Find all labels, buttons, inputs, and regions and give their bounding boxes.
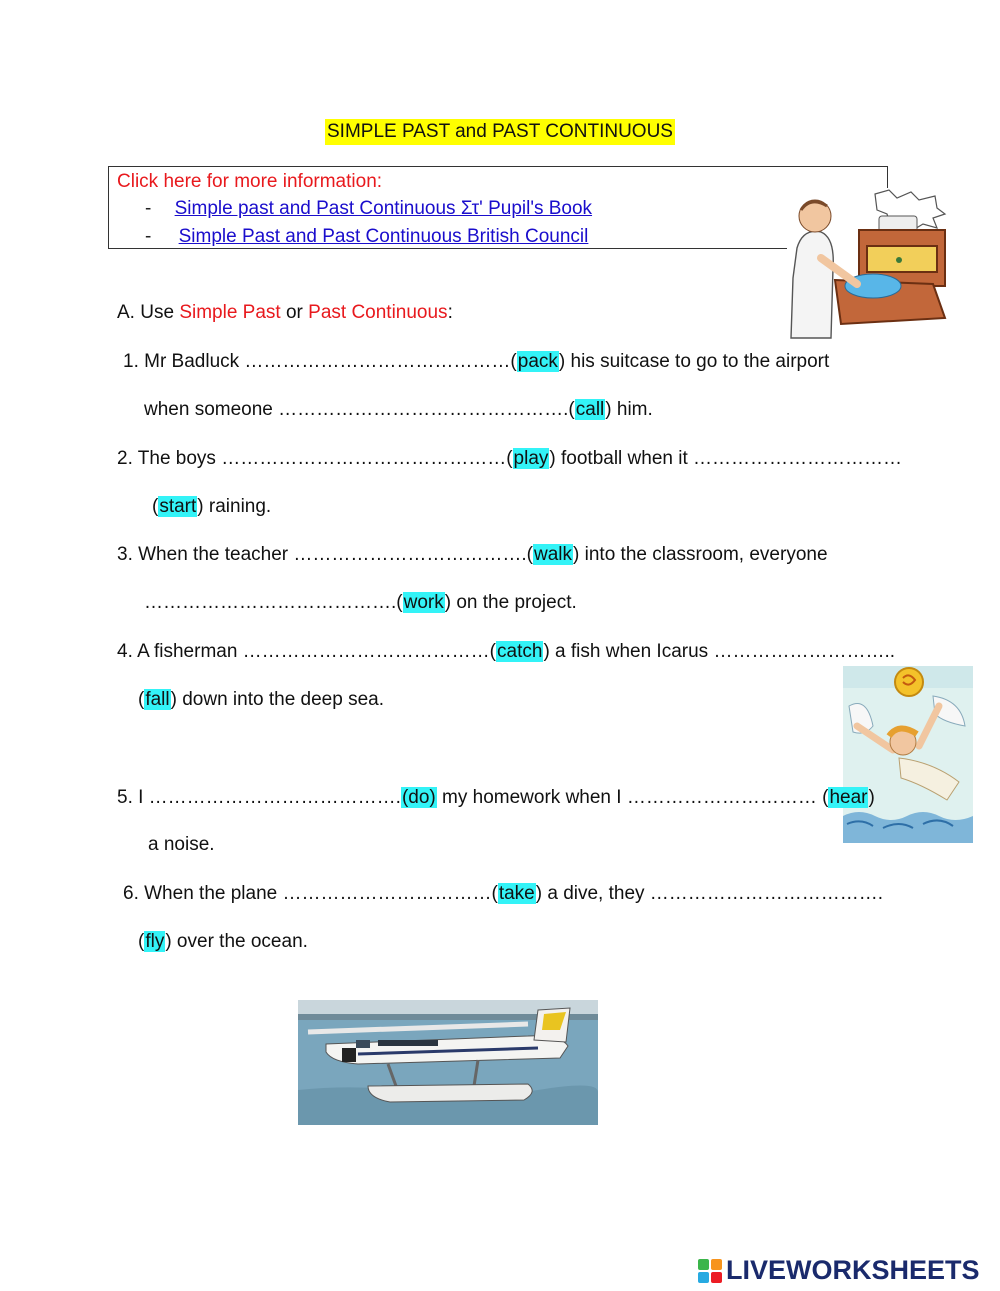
verb-hint: start [159,496,197,517]
exercise-5-line-2: a noise. [148,834,215,855]
term-past-continuous: Past Continuous [308,302,448,323]
verb-hint: catch [497,641,543,662]
verb-hint: take [498,883,535,904]
verb-hint: hear [829,787,868,808]
link-pupils-book[interactable]: Simple past and Past Continuous Στ' Pupil's Book [174,198,593,219]
verb-hint: walk [534,544,573,565]
exercise-4-line-1: 4. A fisherman …………………………………(catch) a fish when Icarus ……………………….. [117,641,896,662]
exercise-6-line-1: 6. When the plane ……………………………(take) a dive, they ………………………………. [123,883,884,904]
exercise-6-line-2: (fly) over the ocean. [138,931,308,952]
exercise-1-line-1: 1. Mr Badluck ……………………………………(pack) his suitcase to go to the airport [123,351,830,372]
logo-blocks-icon [698,1259,724,1285]
verb-hint: call [575,399,605,420]
info-heading: Click here for more information: [117,171,383,192]
info-link-row-2 [145,224,588,250]
exercise-2-line-1: 2. The boys ………………………………………(play) football when it …………………………… [117,448,903,469]
bullet-dash: - [145,226,152,247]
liveworksheets-logo: LIVEWORKSHEETS [698,1255,980,1285]
exercise-3-line-1: 3. When the teacher ……………………………….(walk) into the classroom, everyone [117,544,828,565]
man-packing-illustration [787,188,953,344]
page-title: SIMPLE PAST and PAST CONTINUOUS [325,119,675,145]
exercise-4-line-2: (fall) down into the deep sea. [138,689,384,710]
exercise-2-line-2: (start) raining. [152,496,272,517]
link-british-council[interactable]: Simple Past and Past Continuous British Council [178,226,589,247]
verb-hint: work [403,592,444,613]
verb-hint: fly [145,931,165,952]
icarus-illustration [843,666,973,843]
info-link-row-1 [145,196,592,222]
term-simple-past: Simple Past [179,302,281,323]
verb-hint: fall [145,689,170,710]
seaplane-photo [298,1000,598,1125]
exercise-5-line-1: 5. I ………………………………….(do) my homework when I ………………………… (hear) [117,787,875,808]
exercise-1-line-2: when someone ……………………………………….(call) him. [144,399,653,420]
instruction: A. Use Simple Past or Past Continuous: [117,302,453,323]
verb-hint: pack [517,351,558,372]
exercise-3-line-2: ………………………………….(work) on the project. [144,592,577,613]
verb-hint: play [513,448,549,469]
bullet-dash: - [145,198,152,219]
verb-hint: (do) [401,787,436,808]
